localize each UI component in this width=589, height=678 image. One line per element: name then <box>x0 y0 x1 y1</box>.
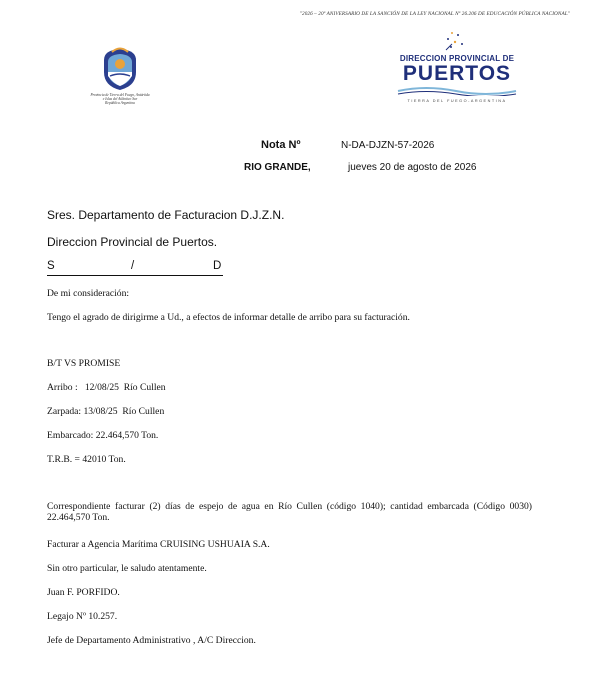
province-caption-line: República Argentina <box>105 101 135 106</box>
nota-number: N-DA-DJZN-57-2026 <box>341 140 435 151</box>
sd-slash: / <box>131 260 135 272</box>
intro-paragraph: Tengo el agrado de dirigirme a Ud., a efectos de informar detalle de arribo para su facturación. <box>47 312 410 323</box>
billing-agency-line: Facturar a Agencia Marítima CRUISING USHUAIA S.A. <box>47 539 270 550</box>
ports-logo-subtitle: TIERRA DEL FUEGO-ARGENTINA <box>407 99 507 103</box>
province-coat-of-arms-icon <box>100 46 140 92</box>
city-label: RIO GRANDE, <box>244 162 311 173</box>
province-caption <box>60 93 180 106</box>
closing-line: Sin otro particular, le saludo atentamente. <box>47 563 207 574</box>
ports-logo-line1: DIRECCION PROVINCIAL DE <box>399 54 515 63</box>
greeting: De mi consideración: <box>47 288 130 299</box>
sd-d: D <box>213 260 222 272</box>
nota-label: Nota Nº <box>261 139 301 151</box>
sd-s: S <box>47 260 55 272</box>
province-logo <box>60 46 180 106</box>
stars-icon <box>442 30 472 52</box>
header-motto: "2026 – 20º ANIVERSARIO DE LA SANCIÓN DE LA LEY NACIONAL Nº 26.206 DE EDUCACIÓN PÚBLICA NACIONAL" <box>299 11 570 17</box>
province-caption-line: Provincia de Tierra del Fuego, Antártida <box>90 93 150 97</box>
addressee-line2: Direccion Provincial de Puertos. <box>47 235 218 249</box>
vessel-name: B/T VS PROMISE <box>47 358 121 369</box>
addressee-line1: Sres. Departamento de Facturacion D.J.Z.N. <box>47 208 285 222</box>
province-caption-line: e Islas del Atlántico Sur <box>102 97 138 102</box>
wave-icon <box>396 86 518 96</box>
loaded-line: Embarcado: 22.464,570 Ton. <box>47 430 159 441</box>
arrival-line: Arribo : 12/08/25 Río Cullen <box>47 382 166 393</box>
departure-line: Zarpada: 13/08/25 Río Cullen <box>47 406 165 417</box>
billing-paragraph: Correspondiente facturar (2) días de espejo de agua en Río Cullen (código 1040); cantidad embarcada (Código 0030) 22.464,570 Ton. <box>47 501 537 523</box>
trb-line: T.R.B. = 42010 Ton. <box>47 454 126 465</box>
sd-line <box>47 260 223 276</box>
ports-logo-title: PUERTOS <box>402 62 512 85</box>
signer-file-number: Legajo Nº 10.257. <box>47 611 118 622</box>
signer-role: Jefe de Departamento Administrativo , A/C Direccion. <box>47 635 256 646</box>
document-date: jueves 20 de agosto de 2026 <box>348 162 477 173</box>
signer-name: Juan F. PORFIDO. <box>47 587 120 598</box>
